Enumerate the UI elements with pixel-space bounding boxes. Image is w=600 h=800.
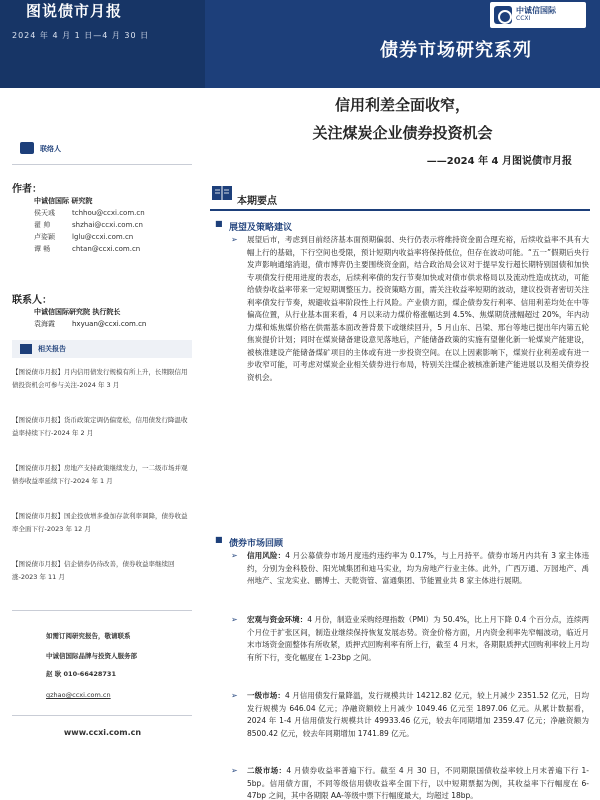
arrow-bullet-icon: ➢ — [231, 615, 238, 624]
section-heading-review: ■ 债券市场回顾 — [229, 536, 283, 549]
contact-label: 联络人 — [40, 145, 61, 153]
primary-market-label: 一级市场： — [247, 691, 285, 700]
series-title: 图说债市月报 — [26, 2, 123, 20]
author-email[interactable]: shzhai@ccxi.com.cn — [72, 221, 143, 229]
liaison-org: 中诚信国际研究院 执行院长 — [34, 308, 121, 316]
macro-label: 宏观与资金环境： — [247, 615, 308, 624]
liaison-title: 联系人： — [12, 295, 52, 306]
author-row — [34, 208, 145, 218]
liaison-name: 袁海霞 — [34, 320, 55, 328]
secondary-market-label: 二级市场： — [247, 766, 287, 775]
report-header — [0, 0, 600, 88]
related-report-link[interactable]: 【图说债市月报】信企债券仍待改善，债券收益率继续回涨-2023 年 11 月 — [12, 560, 175, 581]
related-report-link[interactable]: 【图说债市月报】房地产支持政策继续发力，一二级市场并观债券收益率延续下行-2024 年 1 月 — [12, 464, 188, 485]
authors-title: 作者： — [12, 184, 42, 195]
main-content — [205, 88, 600, 800]
logo-name: 中诚信国际 — [516, 6, 556, 16]
author-row — [34, 244, 140, 254]
section-heading-outlook: ■ 展望及策略建议 — [229, 220, 292, 233]
related-reports-header — [12, 340, 192, 358]
authors-org: 中诚信国际 研究院 — [34, 197, 93, 205]
liaison-row — [34, 319, 146, 329]
contact-header — [0, 138, 205, 160]
company-logo — [490, 2, 586, 28]
contact-icon — [20, 142, 34, 154]
outlook-paragraph: 展望后市，考虑到目前经济基本面预期偏弱、央行仍表示将维持资金面合理充裕，后续收益率不具有大幅上行的基础，下行空间也受限，预计短期内收益率将保持低位，但存在波动可能。“五一”假期后央行发声影响通缩消退，债市博弈仍主要围绕资金面，结合政治局会议对于提早发行超长期特别国债和加快专项债发行使用进度的表态，后续利率债的发行节奏加快或对债市供求格局以及流动性造成扰动，可能给债券收益率带来一定短期调整压力。投资策略方面，需关注收益率短期的波动，建议投资者密切关注利率债发行节奏，规避收益率阶段性上行风险。产业债方面，煤企债券发行利率、信用利差均处在中等偏高位置，从行业基本面来看，4 月以来动力煤价格涨幅达到 4.5%、焦煤期货涨幅超过 20%，年内动力煤和炼焦煤价格在供需基本面改善背景下或继续回升，5 月山东、吕梁、邢台等地已提出年内第五轮焦炭提价计划；同时在煤炭储备建设意见落地后，产能储备政策的实施有望催化新一轮煤炭产能建设，被核准建设产能储备煤矿项目的主体或有进一步投资空间。在以上因素影响下，煤炭行业利差或有进一步收窄可能，可考虑对煤炭企业相关债券进行布局，特别关注煤企被核准新建产能进展以及相关债券投资机会。 — [247, 235, 589, 382]
date-range: 2024 年 4 月 1 日—4 月 30 日 — [12, 31, 150, 40]
related-reports-label: 相关报告 — [38, 345, 66, 353]
subscribe-block — [12, 610, 192, 716]
related-reports-icon — [20, 344, 32, 354]
author-email[interactable]: tchhou@ccxi.com.cn — [72, 209, 145, 217]
credit-risk-paragraph — [247, 550, 589, 588]
author-row — [34, 220, 143, 230]
logo-text — [516, 7, 556, 22]
subscribe-text: 如需订阅研究报告，敬请联系 — [46, 632, 131, 640]
arrow-bullet-icon: ➢ — [231, 551, 238, 560]
primary-market-paragraph — [247, 690, 589, 740]
report-subtitle: ——2024 年 4 月图说债市月报 — [426, 156, 572, 167]
author-email[interactable]: chtan@ccxi.com.cn — [72, 245, 141, 253]
secondary-market-text: 4 月债券收益率普遍下行。截至 4 月 30 日，不同期限国债收益率较上月末普遍下行 1-5bp。信用债方面，不同等级信用债收益率全面下行，以中短期票据为例，其收益率下行幅度在 6-47bp 之间，其中各期限 AA-等级中票下行幅度最大，均超过 18bp。 — [247, 766, 590, 800]
arrow-bullet-icon: ➢ — [231, 235, 238, 244]
subscribe-email[interactable]: gzhao@ccxi.com.cn — [46, 691, 111, 699]
primary-market-text: 4 月信用债发行量降温，发行规模共计 14212.82 亿元，较上月减少 2351.52 亿元，日均发行规模为 646.04 亿元；净融资额较上月减少 1049.46 亿元至 1897.06 亿元。从累计数据看，2024 年 1-4 月信用债发行规模共计 49933.46 亿元，较去年同期增加 2359.47 亿元；净融资额为 8500.42 亿元，较去年同期增加 1741.89 亿元。 — [247, 691, 589, 738]
report-title-line1: 信用利差全面收窄， — [334, 96, 470, 114]
author-email[interactable]: lglu@ccxi.com.cn — [72, 233, 134, 241]
related-report-link[interactable]: 【图说债市月报】月内信用债发行规模有所上升，长期限信用债投资机会可参与关注-2024 年 3 月 — [12, 368, 188, 389]
liaison-email[interactable]: hxyuan@ccxi.com.cn — [72, 320, 147, 328]
subscribe-contact: 赵 耿 010-66428731 — [46, 670, 116, 678]
author-name: 翟 帅 — [34, 221, 51, 229]
macro-text: 4 月份，制造业采购经理指数（PMI）为 50.4%，比上月下降 0.4 个百分点，连续两个月位于扩张区间，制造业继续保持恢复发展态势。资金价格方面，月内资金利率先窄幅波动，临近月末市场资金面整体有所收紧，质押式回购利率有所上行，截至 4 月末，各期限质押式回购利率较上月均有所下行，变化幅度在 1-23bp 之间。 — [247, 615, 590, 662]
credit-risk-label: 信用风险： — [247, 551, 286, 560]
author-name: 谭 畅 — [34, 245, 51, 253]
arrow-bullet-icon: ➢ — [231, 691, 238, 700]
author-name: 卢姿颖 — [34, 233, 55, 241]
summary-book-icon — [211, 184, 233, 202]
credit-risk-text: 4 月公募债券市场月度违约违约率为 0.17%，与上月持平。债券市场月内共有 3 家主体违约，分别为金科股份、阳光城集团和迪马实业，均为房地产行业主体。此外，广西万通、万园地产、禹州地产、宝龙实业、鹏博士、天乾资管、富通集团、节能置业共 8 家主体进行展期。 — [247, 551, 590, 585]
report-series-title: 债券市场研究系列 — [380, 40, 532, 61]
secondary-market-paragraph — [247, 765, 589, 800]
website-link[interactable]: www.ccxi.com.cn — [63, 728, 142, 737]
author-row — [34, 232, 133, 242]
arrow-bullet-icon: ➢ — [231, 766, 238, 775]
related-report-link[interactable]: 【图说债市月报】国企投放增多叠加存款利率调降，债券收益率全面下行-2023 年 12 月 — [12, 512, 188, 533]
logo-mark-icon — [494, 6, 512, 24]
header-left-panel — [0, 0, 205, 88]
macro-paragraph — [247, 614, 589, 664]
logo-abbr: CCXI — [516, 15, 531, 23]
author-name: 侯天彧 — [34, 209, 55, 217]
subscribe-org: 中诚信国际品牌与投资人服务部 — [46, 652, 137, 660]
related-report-link[interactable]: 【图说债市月报】货币政策定调仍偏宽松，信用债发行降温收益率持续下行-2024 年 2 月 — [12, 416, 188, 437]
summary-rule — [210, 209, 590, 211]
report-title-line2: 关注煤炭企业债券投资机会 — [312, 124, 493, 142]
divider — [12, 164, 192, 165]
summary-heading: 本期要点 — [237, 196, 277, 207]
sidebar — [0, 88, 205, 800]
